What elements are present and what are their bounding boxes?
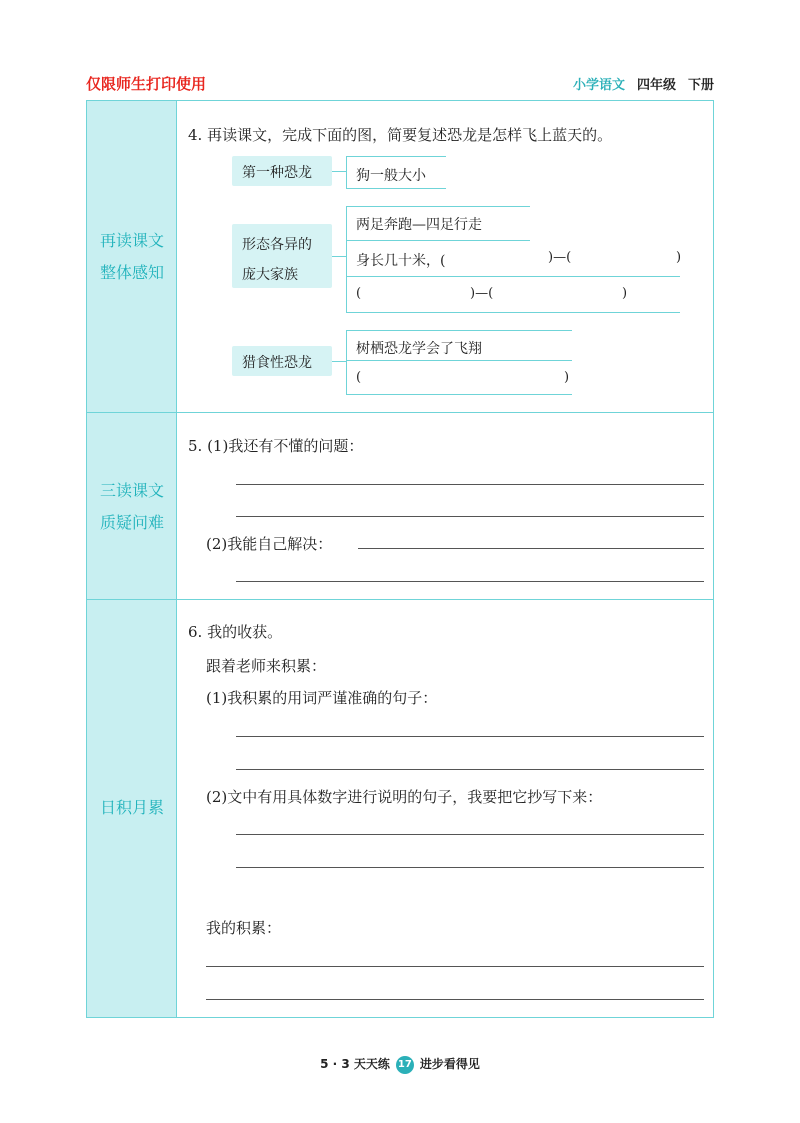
question-6-sub1: (1)我积累的用词严谨准确的句子：: [206, 689, 438, 707]
bracket-line: [346, 188, 446, 189]
blank-start: (: [356, 286, 362, 301]
node-first-dinosaur: 第一种恐龙: [242, 165, 312, 181]
book-info: [573, 74, 714, 93]
bracket-line: [346, 206, 530, 207]
bracket: [346, 206, 347, 312]
section-label-3: 日积月累: [99, 798, 164, 817]
volume-label: 下册: [687, 78, 714, 93]
question-5-prompt-2: (2)我能自己解决：: [206, 535, 333, 553]
question-6-prompt: 6. 我的收获。: [188, 623, 283, 641]
blank-start: (: [356, 370, 362, 385]
bracket-line: [346, 276, 680, 277]
answer-line[interactable]: [236, 867, 704, 868]
bracket: [346, 330, 347, 394]
blank-separator: )—(: [548, 250, 572, 265]
grade-label: 四年级: [636, 78, 676, 93]
row-divider: [87, 412, 713, 413]
blank-end: ): [564, 370, 570, 385]
answer-line[interactable]: [206, 999, 704, 1000]
bracket-line: [346, 394, 572, 395]
page-number: 17: [396, 1056, 414, 1074]
answer-line[interactable]: [236, 834, 704, 835]
node-predator-dinosaur: 猎食性恐龙: [242, 355, 312, 371]
answer-line[interactable]: [206, 966, 704, 967]
exercise-table: [86, 100, 714, 1018]
connector: [332, 361, 346, 362]
question-4-prompt: 4. 再读课文，完成下面的图，简要复述恐龙是怎样飞上蓝天的。: [188, 126, 613, 144]
question-6-intro: 跟着老师来积累：: [206, 657, 327, 675]
bracket: [346, 156, 347, 188]
bracket-line: [346, 240, 530, 241]
section-label-2: 三读课文 质疑问难: [99, 481, 164, 532]
print-notice: 仅限师生打印使用: [86, 75, 207, 93]
connector: [332, 171, 346, 172]
answer-line[interactable]: [236, 516, 704, 517]
bracket-line: [346, 360, 572, 361]
answer-line[interactable]: [358, 548, 704, 549]
node-huge-family: 形态各异的 庞大家族: [242, 237, 312, 283]
section-label-1: 再读课文 整体感知: [99, 231, 164, 282]
answer-line[interactable]: [236, 484, 704, 485]
footer-slogan: 进步看得见: [419, 1057, 480, 1071]
bracket-line: [346, 330, 572, 331]
node-row-walk: 两足奔跑—四足行走: [356, 217, 482, 233]
row-divider: [87, 599, 713, 600]
answer-line[interactable]: [236, 736, 704, 737]
answer-line[interactable]: [236, 769, 704, 770]
blank-end: ): [676, 250, 682, 265]
page-footer: [0, 1055, 800, 1074]
blank-separator: )—(: [470, 286, 494, 301]
subject-label: 小学语文: [572, 78, 625, 93]
node-row-length: 身长几十米，(: [356, 253, 446, 269]
question-5-prompt-1: 5. (1)我还有不懂的问题：: [188, 437, 364, 455]
bracket-line: [346, 156, 446, 157]
footer-brand: 5 · 3 天天练: [320, 1057, 390, 1071]
question-6-mine: 我的积累：: [206, 919, 282, 937]
bracket-line: [346, 312, 680, 313]
node-row-fly: 树栖恐龙学会了飞翔: [356, 341, 482, 357]
question-6-sub2: (2)文中有用具体数字进行说明的句子，我要把它抄写下来：: [206, 788, 603, 806]
blank-end: ): [622, 286, 628, 301]
answer-line[interactable]: [236, 581, 704, 582]
connector: [332, 256, 346, 257]
node-first-desc: 狗一般大小: [356, 168, 426, 184]
